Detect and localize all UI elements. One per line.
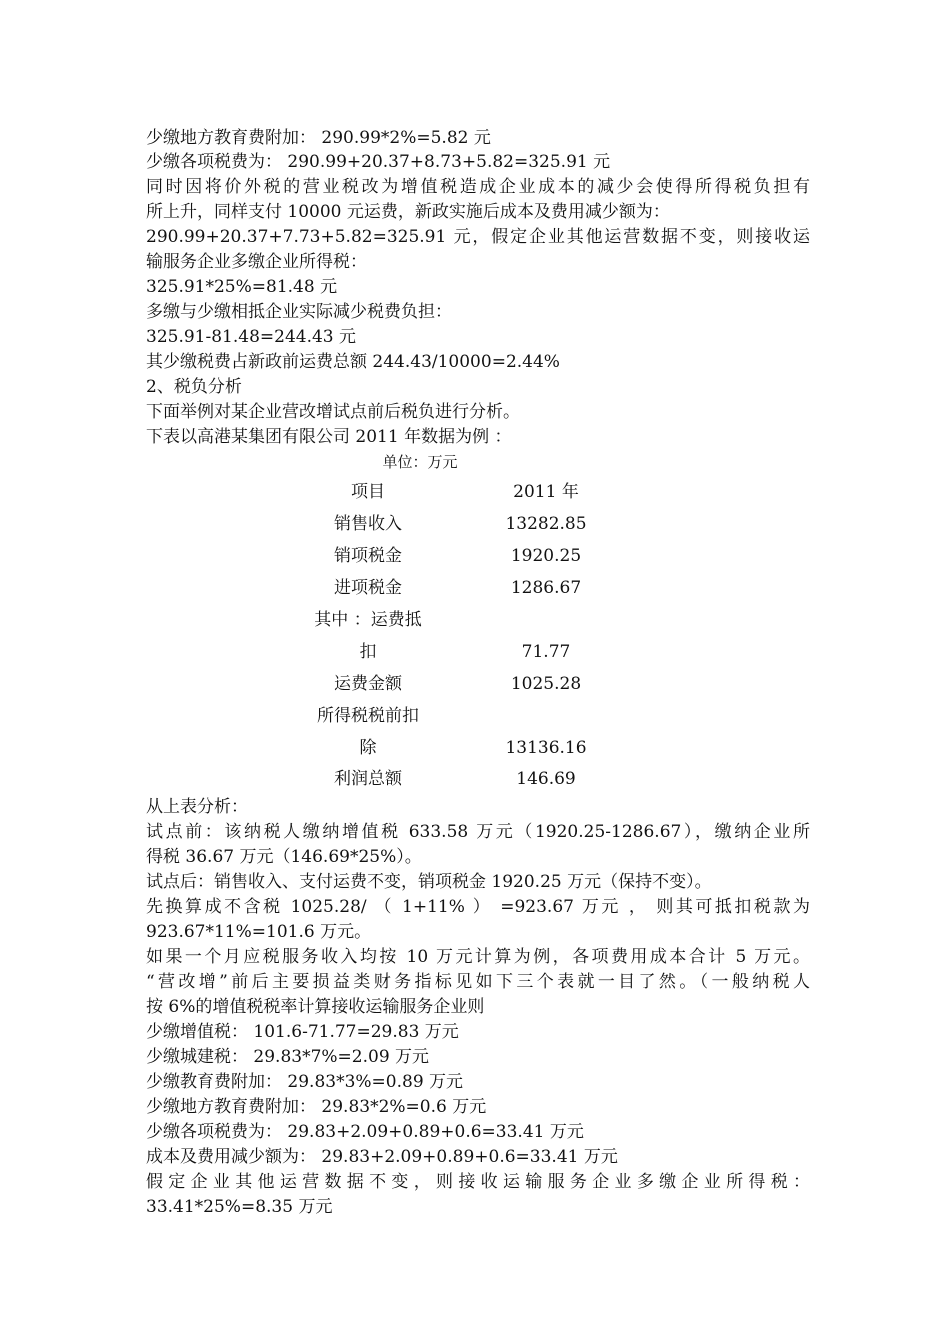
text-line: 假定企业其他运营数据不变，则接收运输服务企业多缴企业所得税： (146, 1172, 810, 1192)
table-cell-item: 运费金额 (334, 674, 402, 694)
table-cell-item: 扣 (359, 642, 377, 662)
text-line: 325.91*25%=81.48 元 (146, 277, 338, 297)
text-line: 其少缴税费占新政前运费总额 244.43/10000=2.44% (146, 352, 560, 372)
text-line: 成本及费用减少额为： 29.83+2.09+0.89+0.6=33.41 万元 (146, 1147, 618, 1167)
table-cell-value: 13136.16 (505, 738, 587, 758)
text-line: 多缴与少缴相抵企业实际减少税费负担： (146, 302, 452, 322)
table-header-item: 项目 (351, 482, 385, 502)
text-line: 如果一个月应税服务收入均按 10 万元计算为例，各项费用成本合计 5 万元。 (146, 947, 810, 967)
table-unit: 单位：万元 (382, 453, 458, 471)
text-line: 少缴地方教育费附加： 290.99*2%=5.82 元 (146, 128, 491, 148)
text-line: 少缴增值税： 101.6-71.77=29.83 万元 (146, 1022, 459, 1042)
table-cell-value: 71.77 (521, 642, 571, 662)
text-line: 试点前：该纳税人缴纳增值税 633.58 万元（1920.25-1286.67），缴纳企业所 (146, 822, 810, 842)
text-line: 少缴各项税费为： 29.83+2.09+0.89+0.6=33.41 万元 (146, 1122, 584, 1142)
table-cell-value: 146.69 (516, 769, 576, 789)
table-cell-value: 13282.85 (505, 514, 587, 534)
table-cell-item: 进项税金 (334, 578, 402, 598)
table-cell-item: 销项税金 (334, 546, 402, 566)
text-line: 923.67*11%=101.6 万元。 (146, 922, 372, 942)
table-header-year: 2011 年 (513, 482, 579, 502)
text-line: 下表以高港某集团有限公司 2011 年数据为例 ： (146, 427, 512, 447)
text-line: 33.41*25%=8.35 万元 (146, 1197, 333, 1217)
text-line: 从上表分析： (146, 797, 248, 817)
text-line: 所上升，同样支付 10000 元运费，新政实施后成本及费用减少额为： (146, 202, 670, 222)
text-line: 先换算成不含税 1025.28/ （ 1+11% ） =923.67 万元 ， 则其可抵扣税款为 (146, 897, 810, 917)
table-cell-value: 1025.28 (510, 674, 582, 694)
table-cell-item: 利润总额 (334, 769, 402, 789)
text-line: “营改增”前后主要损益类财务指标见如下三个表就一目了然。（一般纳税人 (146, 972, 810, 992)
text-line: 少缴各项税费为： 290.99+20.37+8.73+5.82=325.91 元 (146, 152, 611, 172)
text-line: 同时因将价外税的营业税改为增值税造成企业成本的减少会使得所得税负担有 (146, 177, 810, 197)
text-line: 下面举例对某企业营改增试点前后税负进行分析。 (146, 402, 520, 422)
text-line: 少缴城建税： 29.83*7%=2.09 万元 (146, 1047, 430, 1067)
section-heading: 2、税负分析 (146, 377, 242, 397)
text-line: 输服务企业多缴企业所得税： (146, 252, 367, 272)
text-line: 290.99+20.37+7.73+5.82=325.91 元，假定企业其他运营数据不变，则接收运 (146, 227, 810, 247)
text-line: 少缴教育费附加： 29.83*3%=0.89 万元 (146, 1072, 464, 1092)
table-cell-item: 所得税税前扣 (317, 706, 419, 726)
table-cell-value: 1920.25 (510, 546, 582, 566)
text-line: 试点后：销售收入、支付运费不变，销项税金 1920.25 万元（保持不变）。 (146, 872, 712, 892)
text-line: 325.91-81.48=244.43 元 (146, 327, 357, 347)
text-line: 得税 36.67 万元（146.69*25%）。 (146, 847, 422, 867)
text-line: 按 6%的增值税税率计算接收运输服务企业则 (146, 997, 485, 1017)
table-cell-item: 其中 ：运费抵 (314, 610, 422, 630)
table-cell-value: 1286.67 (510, 578, 582, 598)
table-cell-item: 销售收入 (334, 514, 402, 534)
table-cell-item: 除 (359, 738, 377, 758)
text-line: 少缴地方教育费附加： 29.83*2%=0.6 万元 (146, 1097, 487, 1117)
